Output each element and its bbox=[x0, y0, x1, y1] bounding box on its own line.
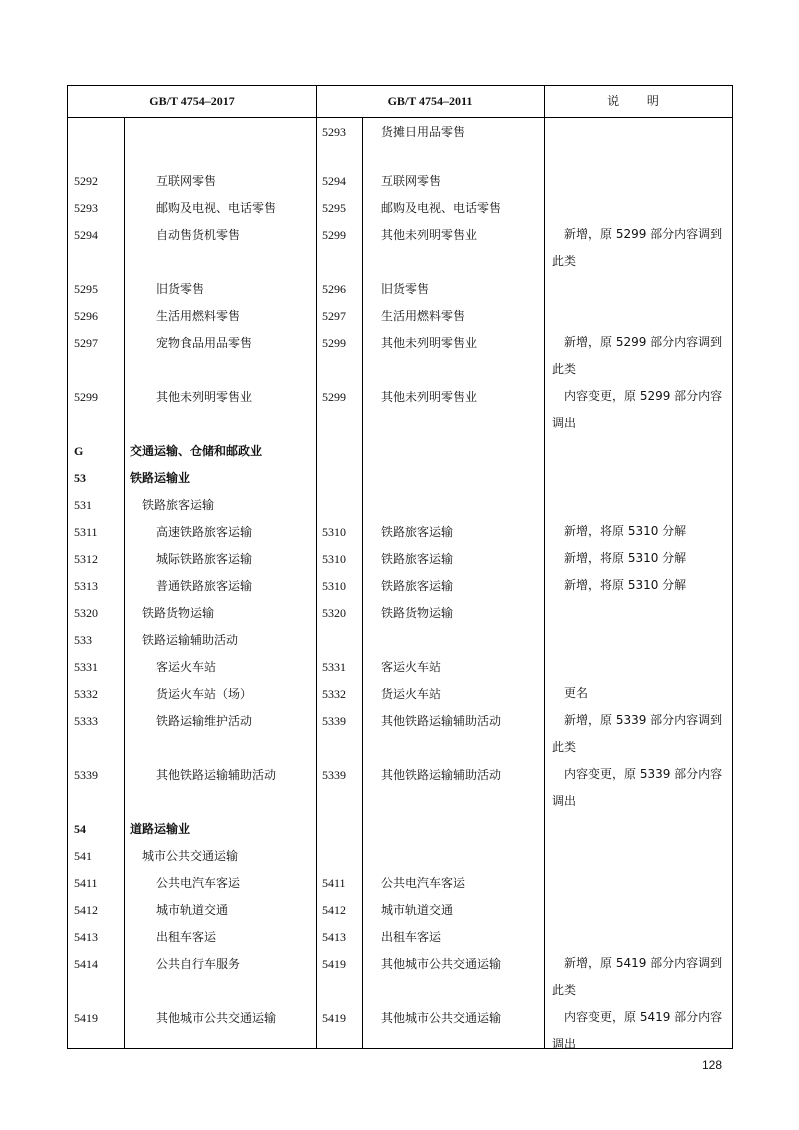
table-row bbox=[68, 548, 734, 574]
note-text: 新增，原 5299 部分内容调到此类 bbox=[552, 335, 723, 376]
name-2017: 道路运输业 bbox=[130, 822, 191, 836]
code-2017: 5339 bbox=[74, 768, 98, 782]
table-row bbox=[68, 710, 734, 754]
name-2011: 铁路旅客运输 bbox=[381, 579, 454, 593]
code-2017: 5419 bbox=[74, 1011, 98, 1025]
name-2011: 其他未列明零售业 bbox=[381, 228, 478, 242]
table-row bbox=[68, 224, 734, 268]
table-row bbox=[68, 170, 734, 196]
header-gbt-2011: GB/T 4754–2011 bbox=[387, 94, 473, 108]
table-row bbox=[68, 575, 734, 601]
name-2017: 货运火车站（场） bbox=[156, 687, 253, 701]
table-row bbox=[68, 899, 734, 925]
code-2011: 5339 bbox=[322, 714, 346, 728]
name-2017: 生活用燃料零售 bbox=[156, 309, 241, 323]
note-text: 内容变更，原 5299 部分内容调出 bbox=[552, 389, 723, 430]
code-2011: 5299 bbox=[322, 336, 346, 350]
code-2017: 5320 bbox=[74, 606, 98, 620]
code-2017: 5294 bbox=[74, 228, 98, 242]
name-2017: 旧货零售 bbox=[156, 282, 205, 296]
code-2017: 5333 bbox=[74, 714, 98, 728]
name-2017: 客运火车站 bbox=[156, 660, 217, 674]
name-2011: 其他未列明零售业 bbox=[381, 390, 478, 404]
name-2017: 出租车客运 bbox=[156, 930, 217, 944]
table-row bbox=[68, 440, 734, 466]
code-2011: 5293 bbox=[322, 125, 346, 139]
code-2011: 5299 bbox=[322, 390, 346, 404]
table-row bbox=[68, 494, 734, 520]
name-2017: 铁路运输辅助活动 bbox=[142, 633, 239, 647]
name-2017: 交通运输、仓储和邮政业 bbox=[130, 444, 263, 458]
name-2011: 铁路旅客运输 bbox=[381, 525, 454, 539]
name-2017: 宠物食品用品零售 bbox=[156, 336, 253, 350]
name-2017: 互联网零售 bbox=[156, 174, 217, 188]
code-2017: 5332 bbox=[74, 687, 98, 701]
code-2017: 5292 bbox=[74, 174, 98, 188]
name-2017: 公共电汽车客运 bbox=[156, 876, 241, 890]
code-2017: 54 bbox=[74, 822, 86, 836]
name-2017: 城际铁路旅客运输 bbox=[156, 552, 253, 566]
table-row bbox=[68, 683, 734, 709]
name-2011: 货运火车站 bbox=[381, 687, 442, 701]
table-row bbox=[68, 521, 734, 547]
code-2017: 533 bbox=[74, 633, 92, 647]
name-2011: 其他城市公共交通运输 bbox=[381, 1011, 502, 1025]
code-2011: 5296 bbox=[322, 282, 346, 296]
code-2017: 5331 bbox=[74, 660, 98, 674]
name-2011: 其他未列明零售业 bbox=[381, 336, 478, 350]
name-2017: 其他城市公共交通运输 bbox=[156, 1011, 277, 1025]
name-2017: 其他铁路运输辅助活动 bbox=[156, 768, 277, 782]
name-2011: 其他城市公共交通运输 bbox=[381, 957, 502, 971]
code-2011: 5332 bbox=[322, 687, 346, 701]
name-2017: 邮购及电视、电话零售 bbox=[156, 201, 277, 215]
code-2011: 5297 bbox=[322, 309, 346, 323]
table-row bbox=[68, 332, 734, 376]
code-2017: 5297 bbox=[74, 336, 98, 350]
name-2011: 货摊日用品零售 bbox=[381, 125, 466, 139]
table-row bbox=[68, 872, 734, 898]
header-note: 说 明 bbox=[607, 94, 671, 108]
name-2011: 其他铁路运输辅助活动 bbox=[381, 768, 502, 782]
code-2017: 53 bbox=[74, 471, 86, 485]
code-2017: 541 bbox=[74, 849, 92, 863]
name-2017: 自动售货机零售 bbox=[156, 228, 241, 242]
code-2017: 5312 bbox=[74, 552, 98, 566]
name-2017: 高速铁路旅客运输 bbox=[156, 525, 253, 539]
code-2017: G bbox=[74, 444, 84, 458]
name-2017: 城市公共交通运输 bbox=[142, 849, 239, 863]
code-2011: 5310 bbox=[322, 552, 346, 566]
note-text: 新增，原 5339 部分内容调到此类 bbox=[552, 713, 723, 754]
name-2011: 客运火车站 bbox=[381, 660, 442, 674]
name-2017: 城市轨道交通 bbox=[156, 903, 229, 917]
table-row bbox=[68, 305, 734, 331]
table-row bbox=[68, 1007, 734, 1051]
code-2011: 5310 bbox=[322, 525, 346, 539]
table-row bbox=[68, 602, 734, 628]
code-2017: 5412 bbox=[74, 903, 98, 917]
name-2011: 旧货零售 bbox=[381, 282, 430, 296]
note-text: 内容变更，原 5339 部分内容调出 bbox=[552, 767, 723, 808]
note-text: 新增，将原 5310 分解 bbox=[564, 551, 687, 565]
name-2011: 邮购及电视、电话零售 bbox=[381, 201, 502, 215]
table-row bbox=[68, 629, 734, 655]
code-2017: 5295 bbox=[74, 282, 98, 296]
code-2011: 5331 bbox=[322, 660, 346, 674]
code-2017: 5313 bbox=[74, 579, 98, 593]
code-2011: 5411 bbox=[322, 876, 346, 890]
note-text: 新增，将原 5310 分解 bbox=[564, 578, 687, 592]
code-2017: 5299 bbox=[74, 390, 98, 404]
code-2011: 5299 bbox=[322, 228, 346, 242]
table-row bbox=[68, 197, 734, 223]
name-2011: 城市轨道交通 bbox=[381, 903, 454, 917]
page-number: 128 bbox=[702, 1058, 723, 1072]
code-2011: 5320 bbox=[322, 606, 346, 620]
code-2017: 5414 bbox=[74, 957, 98, 971]
table-row bbox=[68, 121, 734, 147]
note-text: 新增，原 5419 部分内容调到此类 bbox=[552, 956, 723, 997]
header-divider bbox=[68, 117, 732, 118]
table-row bbox=[68, 764, 734, 808]
code-2017: 5411 bbox=[74, 876, 98, 890]
code-2011: 5419 bbox=[322, 957, 346, 971]
name-2011: 互联网零售 bbox=[381, 174, 442, 188]
table-row bbox=[68, 656, 734, 682]
table-row bbox=[68, 845, 734, 871]
code-2011: 5339 bbox=[322, 768, 346, 782]
code-2017: 5293 bbox=[74, 201, 98, 215]
name-2011: 生活用燃料零售 bbox=[381, 309, 466, 323]
table-row bbox=[68, 278, 734, 304]
code-2011: 5413 bbox=[322, 930, 346, 944]
name-2011: 铁路旅客运输 bbox=[381, 552, 454, 566]
name-2017: 普通铁路旅客运输 bbox=[156, 579, 253, 593]
table-row bbox=[68, 953, 734, 997]
header-gbt-2017: GB/T 4754–2017 bbox=[149, 94, 235, 108]
note-text: 更名 bbox=[564, 686, 589, 700]
name-2017: 铁路货物运输 bbox=[142, 606, 215, 620]
name-2011: 其他铁路运输辅助活动 bbox=[381, 714, 502, 728]
name-2017: 公共自行车服务 bbox=[156, 957, 241, 971]
name-2017: 铁路运输维护活动 bbox=[156, 714, 253, 728]
note-text: 新增，将原 5310 分解 bbox=[564, 524, 687, 538]
table-row bbox=[68, 818, 734, 844]
name-2017: 其他未列明零售业 bbox=[156, 390, 253, 404]
code-2017: 5413 bbox=[74, 930, 98, 944]
table-row bbox=[68, 926, 734, 952]
comparison-table bbox=[67, 85, 733, 1049]
name-2017: 铁路运输业 bbox=[130, 471, 191, 485]
table-row bbox=[68, 386, 734, 430]
code-2017: 5296 bbox=[74, 309, 98, 323]
note-text: 内容变更，原 5419 部分内容调出 bbox=[552, 1010, 723, 1051]
code-2017: 531 bbox=[74, 498, 92, 512]
note-text: 新增，原 5299 部分内容调到此类 bbox=[552, 227, 723, 268]
name-2011: 铁路货物运输 bbox=[381, 606, 454, 620]
code-2011: 5310 bbox=[322, 579, 346, 593]
name-2017: 铁路旅客运输 bbox=[142, 498, 215, 512]
code-2011: 5294 bbox=[322, 174, 346, 188]
code-2011: 5412 bbox=[322, 903, 346, 917]
code-2011: 5295 bbox=[322, 201, 346, 215]
table-row bbox=[68, 467, 734, 493]
code-2011: 5419 bbox=[322, 1011, 346, 1025]
code-2017: 5311 bbox=[74, 525, 98, 539]
name-2011: 公共电汽车客运 bbox=[381, 876, 466, 890]
name-2011: 出租车客运 bbox=[381, 930, 442, 944]
